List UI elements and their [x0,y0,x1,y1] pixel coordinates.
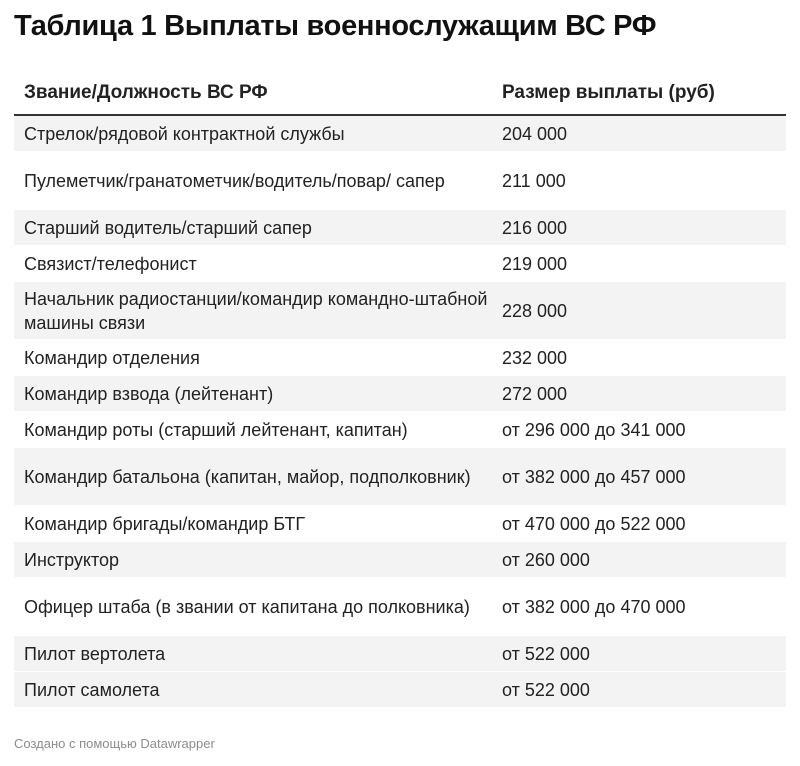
column-header-payment: Размер выплаты (руб) [492,72,786,115]
cell-position: Командир отделения [14,340,492,376]
cell-position: Пилот самолета [14,672,492,708]
cell-payment: 204 000 [492,115,786,152]
cell-payment: от 522 000 [492,636,786,672]
payments-table [14,72,786,708]
table-row [14,636,786,672]
header-row [14,72,786,115]
cell-payment: от 296 000 до 341 000 [492,412,786,448]
table-title: Таблица 1 Выплаты военнослужащим ВС РФ [14,10,657,42]
table-row [14,340,786,376]
column-header-position: Звание/Должность ВС РФ [14,72,492,115]
cell-position: Командир батальона (капитан, майор, подполковник) [14,448,492,506]
cell-position: Начальник радиостанции/командир командно-штабной машины связи [14,282,492,340]
cell-position: Командир роты (старший лейтенант, капитан) [14,412,492,448]
table-row [14,210,786,246]
table-row [14,115,786,152]
cell-payment: от 382 000 до 470 000 [492,578,786,636]
cell-position: Офицер штаба (в звании от капитана до полковника) [14,578,492,636]
cell-position: Стрелок/рядовой контрактной службы [14,115,492,152]
cell-position: Командир взвода (лейтенант) [14,376,492,412]
cell-payment: от 260 000 [492,542,786,578]
cell-payment: от 470 000 до 522 000 [492,506,786,542]
table-row [14,448,786,506]
table-row [14,282,786,340]
table-row [14,578,786,636]
table-row [14,412,786,448]
table-row [14,152,786,210]
cell-position: Пулеметчик/гранатометчик/водитель/повар/ сапер [14,152,492,210]
table-row [14,246,786,282]
table-row [14,672,786,708]
cell-position: Пилот вертолета [14,636,492,672]
cell-position: Командир бригады/командир БТГ [14,506,492,542]
cell-position: Инструктор [14,542,492,578]
cell-payment: от 522 000 [492,672,786,708]
cell-payment: 228 000 [492,282,786,340]
cell-payment: 219 000 [492,246,786,282]
table-row [14,376,786,412]
footer-credit: Создано с помощью Datawrapper [14,736,215,751]
table-body [14,115,786,708]
cell-payment: 211 000 [492,152,786,210]
table-row [14,542,786,578]
cell-payment: 232 000 [492,340,786,376]
cell-payment: 272 000 [492,376,786,412]
cell-payment: от 382 000 до 457 000 [492,448,786,506]
table-row [14,506,786,542]
cell-position: Связист/телефонист [14,246,492,282]
cell-position: Старший водитель/старший сапер [14,210,492,246]
cell-payment: 216 000 [492,210,786,246]
